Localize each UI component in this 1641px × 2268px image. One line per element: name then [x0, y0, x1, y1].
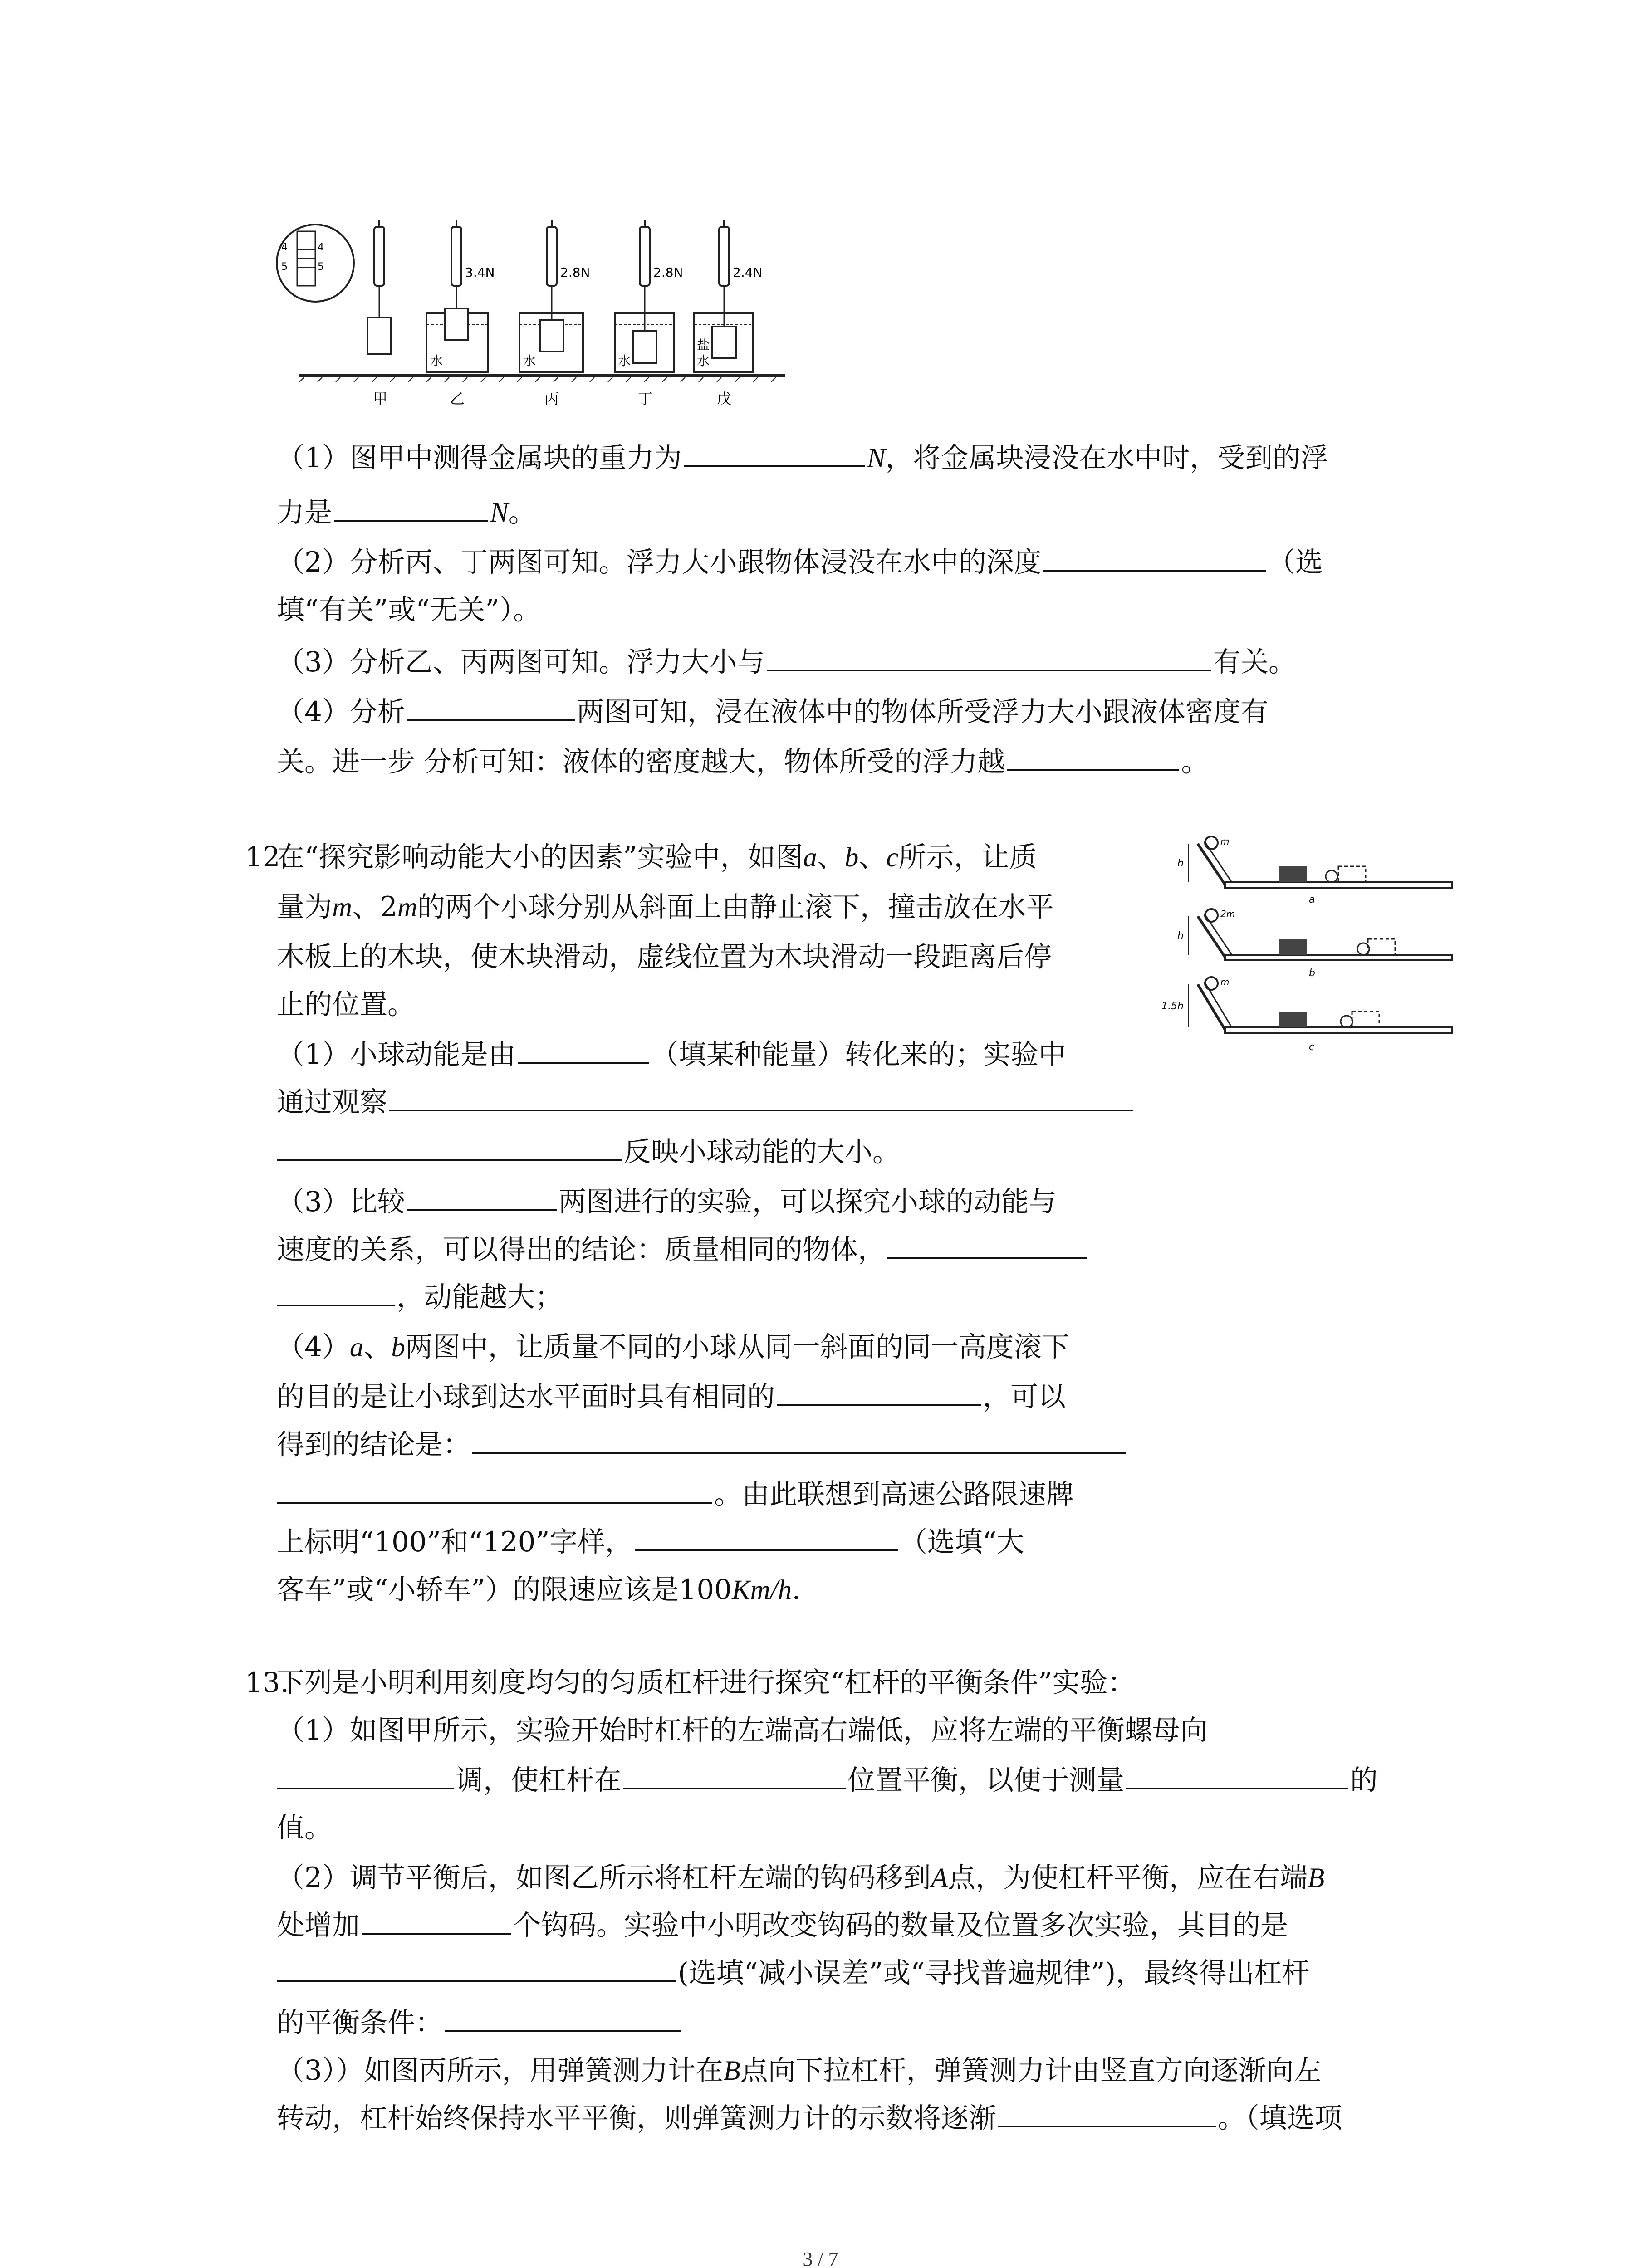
answer-blank[interactable] — [277, 1131, 622, 1161]
q12-part3-line1 — [277, 1179, 1057, 1225]
height-label: h — [1177, 930, 1184, 942]
text: 、2 — [352, 891, 397, 923]
q12-part3-line3 — [277, 1275, 563, 1320]
answer-blank[interactable] — [407, 1181, 557, 1211]
unit: N — [867, 443, 886, 474]
setup-label: c — [1309, 1041, 1315, 1053]
q11-part1-line2 — [277, 490, 536, 536]
answer-blank[interactable] — [472, 1424, 1126, 1454]
mass-label: m — [1220, 977, 1230, 987]
text: 反映小球动能的大小。 — [623, 1136, 901, 1168]
text: （3）分析乙、丙两图可知。浮力大小与 — [277, 646, 765, 678]
text: 的目的是让小球到达水平面时具有相同的 — [277, 1381, 775, 1413]
answer-blank[interactable] — [887, 1229, 1087, 1259]
panel-label: 丙 — [544, 390, 559, 407]
text: 量为 — [277, 891, 333, 923]
q11-part4-line2 — [277, 739, 1209, 785]
text: A — [931, 1863, 948, 1893]
text: 填“有关”或“无关”）。 — [277, 594, 541, 626]
text: B — [723, 2056, 740, 2086]
text: ，将金属块浸没在水中时，受到的浮 — [885, 442, 1328, 474]
q11-part1-line1 — [277, 435, 1328, 481]
answer-blank[interactable] — [277, 1952, 676, 1982]
spring-scale-ding — [615, 220, 683, 372]
text: （选填“大 — [899, 1526, 1024, 1558]
text: 在“探究影响动能大小的因素”实验中，如图 — [277, 841, 803, 873]
text: （4）分析 — [277, 696, 405, 728]
text: . — [792, 1574, 801, 1606]
setup-label: a — [1309, 894, 1315, 905]
q13-part2-line3 — [277, 1950, 1309, 1996]
text: （3））如图丙所示，用弹簧测力计在 — [277, 2054, 724, 2087]
liquid-label: 水 — [430, 353, 443, 368]
text: 两图中，让质量不同的小球从同一斜面的同一高度滚下 — [405, 1331, 1069, 1363]
answer-blank[interactable] — [445, 2002, 681, 2032]
answer-blank[interactable] — [623, 1760, 846, 1789]
q13-part1-line2 — [277, 1758, 1378, 1803]
text: 速度的关系，可以得出的结论：质量相同的物体， — [277, 1233, 886, 1266]
spring-scale-yi — [426, 220, 495, 372]
scale-reading: 3.4N — [465, 265, 495, 280]
text: 的两个小球分别从斜面上由静止滚下，撞击放在水平 — [417, 891, 1054, 923]
panel-label: 丁 — [638, 390, 653, 407]
scale-reading: 2.8N — [653, 265, 683, 280]
q11-part3 — [277, 640, 1296, 685]
answer-blank[interactable] — [277, 1276, 395, 1306]
ramp-setup-b — [1177, 909, 1452, 979]
height-label: 1.5h — [1161, 1001, 1184, 1012]
question-number: 13. — [245, 1667, 289, 1699]
q12-part1-line2 — [277, 1080, 1135, 1125]
text: m — [397, 892, 417, 923]
text: 、 — [858, 841, 887, 873]
text: ，可以 — [983, 1381, 1066, 1413]
text: b — [844, 842, 859, 873]
text: 、 — [817, 841, 845, 873]
text: （选 — [1267, 546, 1323, 578]
q11-part4-line1 — [277, 689, 1269, 735]
q12-part1-line3 — [277, 1129, 900, 1175]
text: 关。进一步 分析可知：液体的密度越大，物体所受的浮力越 — [277, 746, 1005, 778]
text: c — [886, 842, 899, 873]
panel-label: 乙 — [450, 390, 465, 407]
text: （4） — [277, 1331, 350, 1363]
answer-blank[interactable] — [277, 1760, 454, 1789]
text: 。 — [1181, 746, 1209, 778]
question-number: 12. — [245, 841, 289, 873]
text: 两图进行的实验，可以探究小球的动能与 — [558, 1186, 1057, 1218]
answer-blank[interactable] — [767, 641, 1211, 671]
q12-stem-line3: 木板上的木块，使木块滑动，虚线位置为木块滑动一段距离后停 — [277, 941, 1052, 973]
text: 所示，让质 — [898, 841, 1037, 873]
spring-scale-jia — [367, 220, 391, 354]
text: 的平衡条件： — [277, 2007, 443, 2039]
unit: N — [490, 498, 509, 528]
q12-part3-line2 — [277, 1227, 1089, 1272]
q12-part4-line6 — [277, 1567, 801, 1613]
answer-blank[interactable] — [389, 1081, 1133, 1111]
q12-stem-line4: 止的位置。 — [277, 988, 416, 1021]
text: （填某种能量）转化来的；实验中 — [651, 1038, 1066, 1070]
q13-part2-line1 — [277, 1855, 1324, 1901]
answer-blank[interactable] — [684, 437, 865, 467]
text: （2）调节平衡后，如图乙所示将杠杆左端的钩码移到 — [277, 1862, 931, 1894]
q12-part4-line3 — [277, 1422, 1127, 1467]
mass-label: m — [1220, 836, 1230, 847]
text: b — [391, 1332, 405, 1363]
text: 力是 — [277, 496, 333, 528]
kinetic-energy-figure — [1161, 835, 1461, 1061]
q12-part4-line5 — [277, 1520, 1024, 1565]
text: （3）比较 — [277, 1186, 405, 1218]
spring-scale-wu — [694, 220, 762, 372]
liquid-label: 水 — [618, 353, 631, 368]
height-label: h — [1177, 858, 1184, 869]
setup-label: b — [1309, 968, 1315, 979]
q13-part1-line3: 值。 — [277, 1812, 333, 1844]
ramp-setup-c — [1161, 977, 1452, 1053]
panel-label: 甲 — [373, 390, 388, 407]
q12-stem-line2 — [277, 885, 1054, 930]
text: ，动能越大； — [397, 1281, 563, 1313]
ramp-setup-a — [1177, 836, 1452, 905]
answer-blank[interactable] — [635, 1521, 898, 1551]
answer-blank[interactable] — [362, 1905, 511, 1935]
text: a — [803, 842, 817, 873]
unit: Km/h — [732, 1575, 792, 1605]
text: B — [1308, 1863, 1325, 1893]
answer-blank[interactable] — [334, 492, 488, 522]
zoom-scale-label: 4 — [318, 242, 324, 253]
panel-label: 戊 — [717, 390, 732, 407]
spring-scale-bing — [519, 220, 590, 372]
answer-blank[interactable] — [518, 1034, 649, 1064]
text: 通过观察 — [277, 1086, 388, 1118]
q13-part3-line1 — [277, 2048, 1322, 2094]
zoom-scale-label: 5 — [318, 261, 324, 273]
text: 上标明“100”和“120”字样， — [277, 1526, 633, 1558]
answer-blank[interactable] — [998, 2097, 1216, 2127]
text: 转动，杠杆始终保持水平平衡，则弹簧测力计的示数将逐渐 — [277, 2102, 997, 2134]
text: 调，使杠杆在 — [456, 1764, 622, 1796]
q11-part2-line2 — [277, 587, 541, 633]
text: 、 — [363, 1331, 392, 1363]
text: （2）分析丙、丁两图可知。浮力大小跟物体浸没在水中的深度 — [277, 546, 1042, 578]
text: 。由此联想到高速公路限速牌 — [714, 1478, 1074, 1510]
text: 有关。 — [1213, 646, 1296, 678]
liquid-label: 水 — [697, 353, 710, 368]
text: 点，为使杠杆平衡，应在右端 — [948, 1862, 1308, 1894]
text: 得到的结论是： — [277, 1428, 471, 1461]
answer-blank[interactable] — [407, 691, 575, 721]
q12-part1-line1 — [277, 1032, 1066, 1077]
scale-zoom-inset — [277, 225, 354, 302]
text: 个钩码。实验中小明改变钩码的数量及位置多次实验，其目的是 — [513, 1909, 1288, 1941]
zoom-scale-label: 4 — [281, 242, 288, 253]
answer-blank[interactable] — [277, 1474, 712, 1504]
mass-label: 2m — [1220, 909, 1235, 919]
text: （1）小球动能是由 — [277, 1038, 516, 1070]
liquid-label: 水 — [523, 353, 536, 368]
q12-part4-line4 — [277, 1472, 1074, 1517]
q12-part4-line1 — [277, 1325, 1069, 1370]
answer-blank[interactable] — [1126, 1760, 1348, 1789]
answer-blank[interactable] — [777, 1376, 981, 1406]
text: 。（填选项 — [1218, 2102, 1342, 2134]
q13-part3-line2 — [277, 2096, 1342, 2141]
liquid-label: 盐 — [697, 337, 710, 352]
text: a — [349, 1332, 364, 1363]
q12-stem-line1 — [277, 835, 1037, 880]
scale-reading: 2.8N — [560, 265, 590, 280]
text: 的 — [1350, 1764, 1378, 1796]
scale-reading: 2.4N — [733, 265, 763, 280]
buoyancy-figure — [272, 213, 808, 431]
text: （1）图甲中测得金属块的重力为 — [277, 442, 682, 474]
q13-stem: 下列是小明利用刻度均匀的匀质杠杆进行探究“杠杆的平衡条件”实验： — [277, 1667, 1136, 1699]
page-number: 3 / 7 — [803, 2248, 838, 2268]
text: 两图可知，浸在液体中的物体所受浮力大小跟液体密度有 — [576, 696, 1269, 728]
text: 点向下拉杠杆，弹簧测力计由竖直方向逐渐向左 — [740, 2054, 1322, 2087]
text: 位置平衡，以便于测量 — [847, 1764, 1125, 1796]
text: 客车”或“小轿车”）的限速应该是100 — [277, 1574, 732, 1606]
q13-part2-line2 — [277, 1903, 1288, 1948]
q12-part4-line2 — [277, 1374, 1066, 1420]
q13-part1-line1: （1）如图甲所示，实验开始时杠杆的左端高右端低，应将左端的平衡螺母向 — [277, 1714, 1208, 1746]
q11-part2-line1 — [277, 540, 1323, 585]
text: 处增加 — [277, 1909, 360, 1941]
q13-part2-line4 — [277, 2000, 682, 2046]
zoom-scale-label: 5 — [281, 261, 288, 273]
answer-blank[interactable] — [1043, 542, 1266, 572]
text: m — [332, 892, 353, 923]
text: 。 — [508, 496, 536, 528]
text: (选填“减小误差”或“寻找普遍规律”)，最终得出杠杆 — [678, 1957, 1310, 1989]
answer-blank[interactable] — [1007, 741, 1179, 771]
